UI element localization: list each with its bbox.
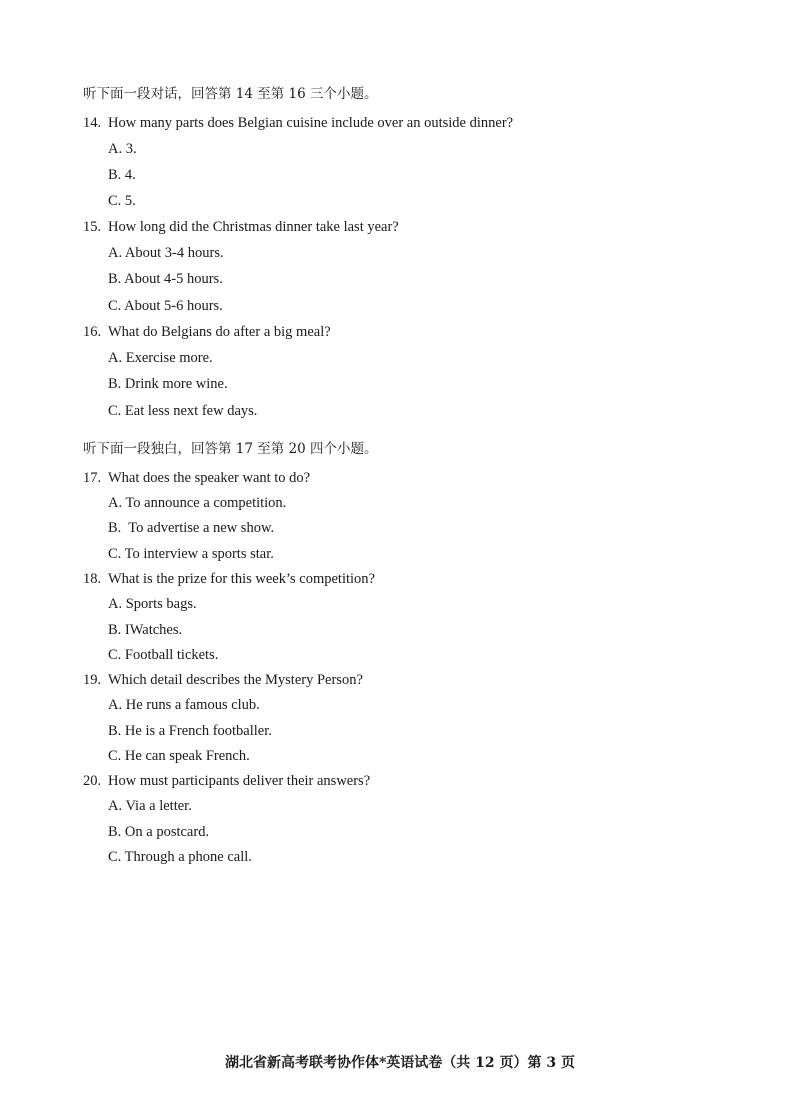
question-number: 17. <box>83 470 102 486</box>
question-text: What does the speaker want to do? <box>108 470 311 486</box>
option-a: A. He runs a famous club. <box>108 697 260 713</box>
option-a: A. About 3-4 hours. <box>108 245 224 261</box>
option-b: B. On a postcard. <box>108 824 210 840</box>
question-15 <box>83 218 399 236</box>
option-b: B. Drink more wine. <box>108 376 228 392</box>
question-14 <box>83 114 513 132</box>
question-18 <box>83 570 375 588</box>
question-16 <box>83 323 331 341</box>
question-text: Which detail describes the Mystery Person? <box>108 672 363 688</box>
option-c: C. Through a phone call. <box>108 849 252 865</box>
question-20 <box>83 772 370 790</box>
option-a: A. To announce a competition. <box>108 495 287 511</box>
section-instruction: 听下面一段独白，回答第 17 至第 20 四个小题。 <box>83 441 378 457</box>
option-b: B. IWatches. <box>108 622 183 638</box>
question-number: 20. <box>83 773 102 789</box>
option-c: C. About 5-6 hours. <box>108 298 223 314</box>
option-b: B. 4. <box>108 167 136 183</box>
question-text: How must participants deliver their answers? <box>108 773 371 789</box>
question-number: 14. <box>83 115 102 131</box>
option-a: A. Exercise more. <box>108 350 213 366</box>
option-c: C. Eat less next few days. <box>108 403 258 419</box>
option-c: C. 5. <box>108 193 136 209</box>
option-a: A. 3. <box>108 141 137 157</box>
question-number: 19. <box>83 672 102 688</box>
option-a: A. Via a letter. <box>108 798 192 814</box>
question-number: 18. <box>83 571 102 587</box>
section-instruction: 听下面一段对话，回答第 14 至第 16 三个小题。 <box>83 86 378 102</box>
option-b: B. About 4-5 hours. <box>108 271 223 287</box>
question-19 <box>83 671 363 689</box>
question-17 <box>83 469 310 487</box>
question-text: What do Belgians do after a big meal? <box>108 324 331 340</box>
question-number: 15. <box>83 219 102 235</box>
question-number: 16. <box>83 324 102 340</box>
option-a: A. Sports bags. <box>108 596 197 612</box>
option-c: C. He can speak French. <box>108 748 250 764</box>
option-b: B. He is a French footballer. <box>108 723 272 739</box>
question-text: How long did the Christmas dinner take last year? <box>108 219 399 235</box>
question-text: What is the prize for this week’s competition? <box>108 571 375 587</box>
question-text: How many parts does Belgian cuisine include over an outside dinner? <box>108 115 514 131</box>
option-c: C. Football tickets. <box>108 647 219 663</box>
option-b: B. To advertise a new show. <box>108 520 275 536</box>
option-c: C. To interview a sports star. <box>108 546 274 562</box>
page-footer: 湖北省新高考联考协作体*英语试卷（共 12 页）第 3 页 <box>224 1055 576 1071</box>
